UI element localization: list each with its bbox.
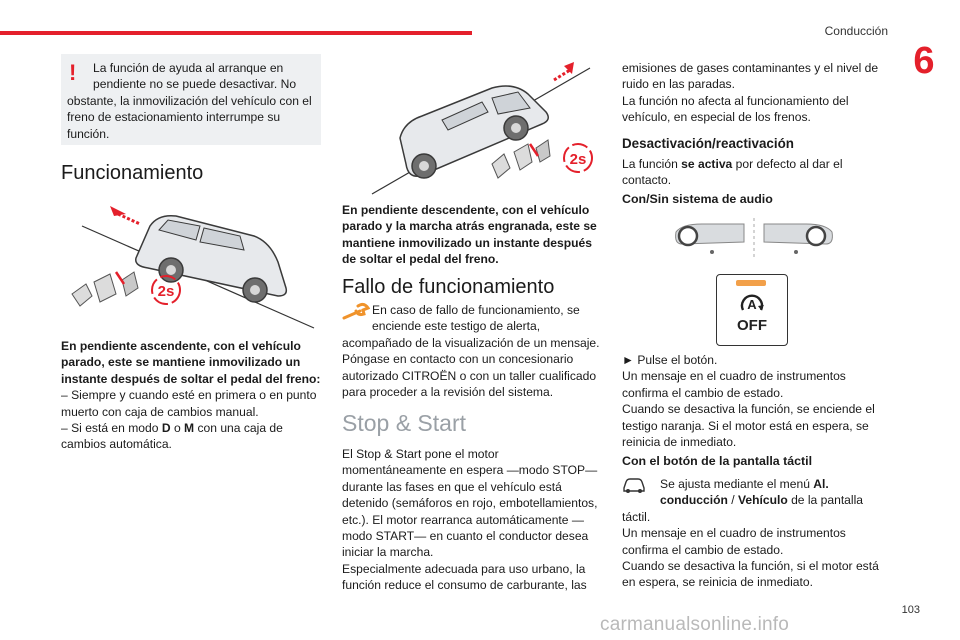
mode-m: M	[184, 421, 195, 436]
car-settings-icon	[622, 476, 660, 498]
off-label: OFF	[737, 317, 767, 334]
item-text: o	[170, 421, 185, 436]
warning-box	[61, 54, 321, 145]
stop-start-description: El Stop & Start pone el motor momentáneamente en espera —modo STOP— durante las fases en que el vehículo está detenido (semáforos en rojo, embotellamientos, etc.). El motor rearranca automáticamente —modo START— en cuanto el conductor desea iniciar la marcha.	[342, 447, 598, 560]
item-text: – Si está en modo	[61, 421, 162, 436]
header-red-bar	[0, 31, 472, 35]
left-text	[61, 338, 323, 453]
page-number: 103	[901, 604, 920, 616]
watermark: carmanualsonline.info	[600, 614, 790, 635]
section-heading-stop-start: Stop & Start	[342, 410, 467, 436]
uphill-item-manual: – Siempre y cuando esté en primera o en punto muerto con caja de cambios manual.	[61, 388, 317, 419]
stop-start-off-button[interactable]	[716, 274, 788, 346]
uphill-item-automatic	[61, 420, 323, 453]
dashboard-location-icon	[672, 216, 836, 260]
subheading-audio: Con/Sin sistema de audio	[622, 192, 773, 206]
mode-d: D	[161, 421, 171, 436]
auto-a-icon	[738, 292, 766, 316]
touchscreen-text	[622, 476, 884, 525]
instrument-message: Un mensaje en el cuadro de instrumentos confirma el cambio de estado.	[622, 369, 846, 400]
chapter-number: 6	[913, 40, 935, 82]
continued-text: emisiones de gases contaminantes y el nivel de ruido en las paradas.	[622, 61, 879, 92]
downhill-caption: En pendiente descendente, con el vehículo parado y la marcha atrás engranada, este se mantiene inmovilizado un instante después de soltar el pedal del freno.	[342, 203, 597, 267]
fault-text: En caso de fallo de funcionamiento, se enciende este testigo de alerta, acompañado de la visualización de un mensaje. Póngase en contacto con un concesionario autorizado CITROËN o con un taller cualificado para proceder a la revisión del sistema.	[342, 303, 600, 400]
svg-text:A: A	[747, 297, 757, 312]
press-instruction: ► Pulse el botón.	[622, 353, 718, 367]
subheading-touchscreen: Con el botón de la pantalla táctil	[622, 454, 813, 468]
orange-light-text: Cuando se desactiva la función, se enciende el testigo naranja. Si el motor está en espera, se reinicia de inmediato.	[622, 402, 875, 450]
stop-start-description-2: Especialmente adecuada para uso urbano, la función reduce el consumo de carburante, las	[342, 561, 587, 593]
deactivation-text	[622, 156, 884, 189]
text: La función	[622, 157, 682, 171]
instrument-message-2: Un mensaje en el cuadro de instrumentos confirma el cambio de estado.	[622, 526, 846, 557]
item-text: con una caja de cambios automática.	[61, 421, 283, 452]
subheading-desactivacion: Desactivación/reactivación	[622, 136, 794, 151]
duration-label: 2s	[569, 151, 587, 168]
uphill-car-illustration	[64, 196, 322, 334]
text: Se ajusta mediante el menú	[660, 477, 814, 491]
section-heading-fallo: Fallo de funcionamiento	[342, 276, 555, 298]
menu-name: Vehículo	[737, 493, 788, 508]
exclamation-icon: !	[69, 60, 77, 85]
warning-text: La función de ayuda al arranque en pendiente no se puede desactivar. No obstante, la inmovilización del vehículo con el freno de estacionamiento interrumpe su función.	[67, 61, 312, 141]
emphasis: se activa	[681, 157, 733, 171]
text: por defecto al dar el contacto.	[622, 157, 843, 188]
uphill-caption: En pendiente ascendente, con el vehículo parado, este se mantiene inmovilizado un instante después de soltar el pedal del freno:	[61, 339, 321, 386]
section-title: Conducción	[824, 24, 888, 38]
orange-indicator-light	[736, 280, 766, 286]
text: /	[727, 493, 738, 508]
continued-text-2: La función no afecta al funcionamiento del vehículo, en especial de los frenos.	[622, 93, 849, 125]
menu-name: Al. conducción	[660, 477, 829, 508]
restart-text: Cuando se desactiva la función, si el motor está en espera, se reinicia de inmediato.	[622, 559, 879, 590]
duration-label: 2s	[157, 283, 175, 300]
section-heading-funcionamiento: Funcionamiento	[61, 162, 204, 184]
downhill-car-illustration	[342, 52, 604, 198]
text: de la pantalla táctil.	[622, 493, 864, 524]
wrench-icon	[342, 302, 372, 332]
